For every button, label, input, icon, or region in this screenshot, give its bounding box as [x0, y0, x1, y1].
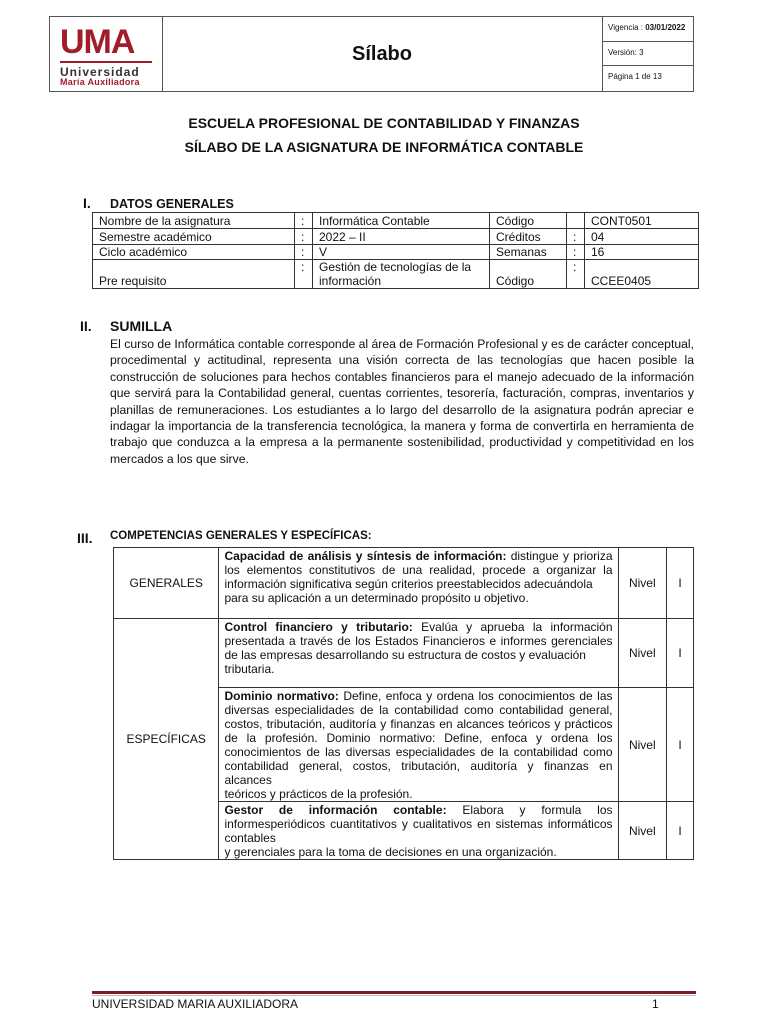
section-number-3: III.	[77, 530, 93, 546]
nivel-value: I	[667, 688, 694, 802]
competencias-table	[113, 547, 694, 860]
competencia-desc: Control financiero y tributario: Evalúa y aprueba la información presentada a través de los Estados Financieros e informes gerenciales de las empresas desarrollando su estructura de costos y evaluación tributaria.	[219, 619, 618, 688]
table-row	[93, 245, 699, 260]
logo-divider	[60, 61, 152, 63]
generales-label: GENERALES	[114, 548, 219, 619]
table-row	[114, 548, 694, 619]
cell-label2: Código	[490, 213, 567, 229]
cell-value2: 16	[585, 245, 699, 260]
logo-name: María Auxiliadora	[60, 77, 140, 87]
cell-sep: :	[295, 260, 313, 289]
table-row	[93, 260, 699, 289]
footer-rule-thin	[92, 995, 696, 996]
table-row	[93, 229, 699, 245]
school-title: ESCUELA PROFESIONAL DE CONTABILIDAD Y FINANZAS	[188, 115, 580, 131]
competencia-desc: Capacidad de análisis y síntesis de información: distingue y prioriza los elementos constitutivos de una realidad, procede a organizar la información significativa según criterios preestablecidos adecuándola para su aplicación a un determinado propósito u objetivo.	[219, 548, 618, 619]
cell-sep: :	[567, 245, 585, 260]
section-heading-competencias: COMPETENCIAS GENERALES Y ESPECÍFICAS:	[110, 530, 372, 542]
competencia-desc: Gestor de información contable: Elabora y formula los informesperiódicos cuantitativos y cualitativos en sistemas informáticos contables y gerenciales para la toma de decisiones en una organización.	[219, 802, 618, 860]
cell-sep: :	[567, 260, 585, 289]
table-row	[114, 619, 694, 688]
section-heading-datos: DATOS GENERALES	[110, 197, 234, 211]
cell-sep: :	[295, 229, 313, 245]
nivel-label: Nivel	[618, 802, 667, 860]
footer-page-number: 1	[652, 997, 659, 1011]
cell-value: V	[313, 245, 490, 260]
cell-label: Semestre académico	[93, 229, 295, 245]
cell-label2: Créditos	[490, 229, 567, 245]
section-heading-sumilla: SUMILLA	[110, 318, 173, 334]
uma-logo	[50, 17, 163, 91]
section-number-1: I.	[83, 195, 91, 211]
page-count: Página 1 de 13	[608, 72, 662, 82]
vigencia: Vigencia : 03/01/2022	[602, 17, 693, 42]
especificas-label: ESPECÍFICAS	[114, 619, 219, 860]
cell-value2: CCEE0405	[585, 260, 699, 289]
course-title: SÍLABO DE LA ASIGNATURA DE INFORMÁTICA CONTABLE	[184, 139, 584, 155]
document-title: Sílabo	[162, 17, 603, 91]
sumilla-text: El curso de Informática contable corresponde al área de Formación Profesional y es de carácter conceptual, procedimental y actitudinal, representa una visión correcta de las tecnologías que hacen posible la construcción de soluciones para hechos contables financieros para el manejo adecuado de la información que servirá para la Contabilidad general, cuentas corrientes, tesorería, facturación, compras, inventarios y planillas de remuneraciones. Los estudiantes a lo largo del desarrollo de la asignatura podrán apreciar e indagar la importancia de la transferencia tecnológica, la manera y forma de convertirla en herramienta de trabajo que conduzca a la empresa a la permanente sostenibilidad, productividad y competitividad en los mercados a los que sirve.	[110, 337, 694, 466]
cell-label: Pre requisito	[93, 260, 295, 289]
datos-generales-table	[92, 212, 699, 289]
table-row	[93, 213, 699, 229]
nivel-label: Nivel	[618, 548, 667, 619]
cell-label: Ciclo académico	[93, 245, 295, 260]
footer-rule	[92, 991, 696, 994]
footer-institution: UNIVERSIDAD MARIA AUXILIADORA	[92, 997, 299, 1011]
section-number-2: II.	[80, 318, 92, 334]
document-meta	[602, 17, 693, 91]
competencia-desc: Dominio normativo: Define, enfoca y ordena los conocimientos de las diversas especialidades de la contabilidad como contabilidad general, costos, tributación, auditoría y finanzas en alcances teóricos y prácticos de la profesión. Dominio normativo: Define, enfoca y ordena los conocimientos de las diversas especialidades de la contabilidad como contabilidad general, costos, tributación, auditoría y finanzas en alcances teóricos y prácticos de la profesión.	[219, 688, 618, 802]
logo-text: UMA	[60, 23, 135, 61]
cell-sep: :	[295, 245, 313, 260]
cell-label2: Semanas	[490, 245, 567, 260]
logo-university: Universidad	[60, 65, 140, 79]
cell-value: 2022 – II	[313, 229, 490, 245]
cell-sep	[567, 213, 585, 229]
nivel-label: Nivel	[618, 619, 667, 688]
nivel-value: I	[667, 802, 694, 860]
version: Versión: 3	[602, 42, 693, 67]
cell-value2: 04	[585, 229, 699, 245]
nivel-value: I	[667, 619, 694, 688]
nivel-value: I	[667, 548, 694, 619]
nivel-label: Nivel	[618, 688, 667, 802]
cell-value: Informática Contable	[313, 213, 490, 229]
cell-value: Gestión de tecnologías de la información	[313, 260, 490, 289]
cell-sep: :	[567, 229, 585, 245]
document-header	[49, 16, 694, 92]
cell-value2: CONT0501	[585, 213, 699, 229]
cell-label2: Código	[490, 260, 567, 289]
cell-label: Nombre de la asignatura	[93, 213, 295, 229]
cell-sep: :	[295, 213, 313, 229]
